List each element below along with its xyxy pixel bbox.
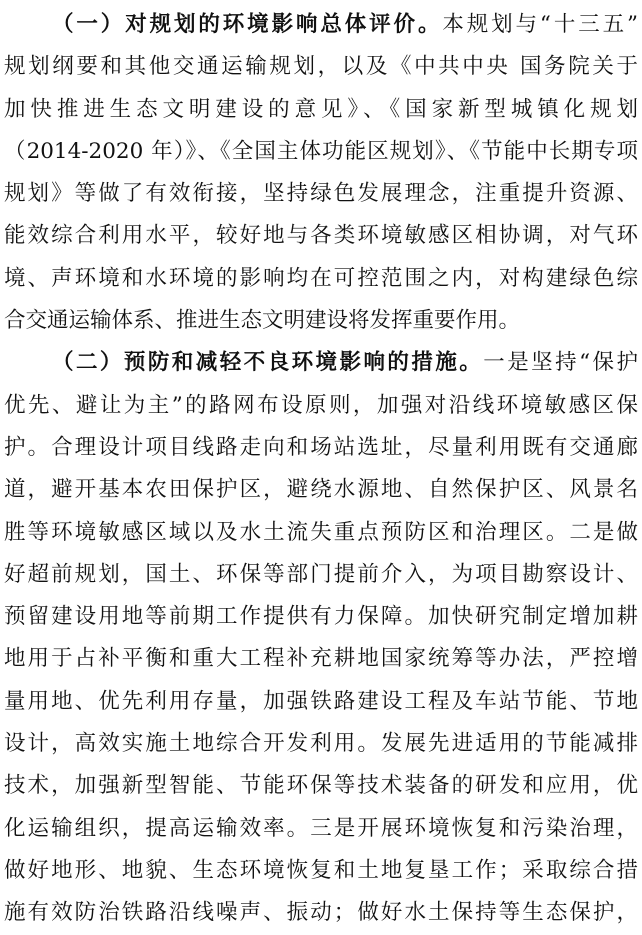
text-run: 本规划与“十三五”: [442, 12, 638, 37]
text-line: 优先、避让为主”的路网布设原则，加强对沿线环境敏感区保: [4, 392, 638, 418]
text-line: 设计，高效实施土地综合开发利用。发展先进适用的节能减排: [4, 731, 638, 757]
text-line: 境、声环境和水环境的影响均在可控范围之内，对构建绿色综: [4, 265, 638, 291]
text-line: 规划纲要和其他交通运输规划，以及《中共中央 国务院关于: [4, 54, 638, 80]
text-line: 做好地形、地貌、生态环境恢复和土地复垦工作；采取综合措: [4, 857, 638, 883]
paragraph-overall-evaluation: [0, 4, 642, 342]
paragraph-mitigation-measures: [0, 342, 642, 934]
text-line: （2014-2020 年）》、《全国主体功能区规划》、《节能中长期专项: [4, 138, 638, 164]
text-line: 好超前规划，国土、环保等部门提前介入，为项目勘察设计、: [4, 561, 638, 587]
text-line: [52, 342, 638, 384]
text-line: 加快推进生态文明建设的意见》、《国家新型城镇化规划: [4, 96, 638, 122]
paragraph-heading: （二）预防和减轻不良环境影响的措施。: [52, 350, 484, 376]
text-line: 胜等环境敏感区域以及水土流失重点预防区和治理区。二是做: [4, 519, 638, 545]
text-line: 能效综合利用水平，较好地与各类环境敏感区相协调，对气环: [4, 223, 638, 249]
text-line: 规划》等做了有效衔接，坚持绿色发展理念，注重提升资源、: [4, 181, 638, 207]
text-line: 道，避开基本农田保护区，避绕水源地、自然保护区、风景名: [4, 477, 638, 503]
paragraph-heading: （一）对规划的环境影响总体评价。: [52, 12, 443, 37]
text-line: 地用于占补平衡和重大工程补充耕地国家统筹等办法，严控增: [4, 646, 638, 672]
text-line: 技术，加强新型智能、节能环保等技术装备的研发和应用，优: [4, 773, 638, 799]
text-line: 预留建设用地等前期工作提供有力保障。加快研究制定增加耕: [4, 604, 638, 630]
text-line: 护。合理设计项目线路走向和场站选址，尽量利用既有交通廊: [4, 434, 638, 460]
text-line: 化运输组织，提高运输效率。三是开展环境恢复和污染治理，: [4, 815, 638, 841]
text-line: 量用地、优先利用存量，加强铁路建设工程及车站节能、节地: [4, 688, 638, 714]
text-line: 合交通运输体系、推进生态文明建设将发挥重要作用。: [4, 308, 521, 334]
text-line: 施有效防治铁路沿线噪声、振动；做好水土保持等生态保护，: [4, 900, 638, 926]
text-line: [52, 4, 638, 46]
text-run: 一是坚持“保护: [483, 350, 638, 376]
